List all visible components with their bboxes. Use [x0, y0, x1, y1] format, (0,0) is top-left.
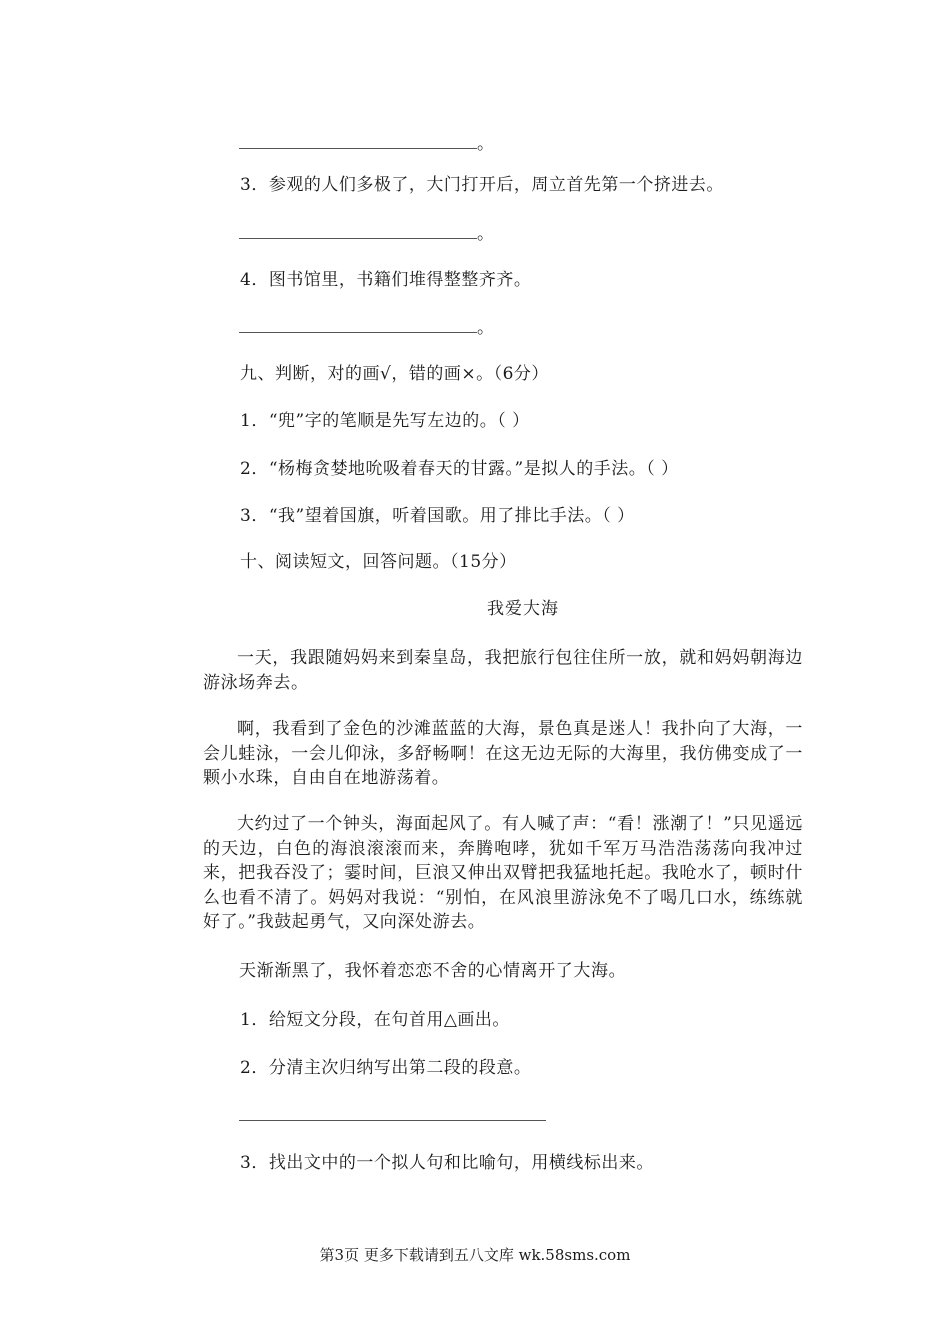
blank-period: 。 [477, 318, 494, 338]
passage-title: 我爱大海 [487, 599, 559, 619]
answer-blank-paragraph-meaning[interactable] [239, 1104, 546, 1128]
section-10-heading: 十、阅读短文，回答问题。（15分） [240, 552, 517, 572]
answer-blank-3[interactable] [239, 316, 494, 340]
passage-paragraph-4: 天渐渐黑了，我怀着恋恋不舍的心情离开了大海。 [239, 961, 627, 981]
question-9-2: 2．“杨梅贪婪地吮吸着春天的甘露。”是拟人的手法。（ ） [240, 459, 679, 479]
blank-period: 。 [477, 134, 494, 154]
answer-blank-1[interactable] [239, 132, 494, 156]
blank-rule [239, 222, 477, 239]
blank-rule [239, 1104, 546, 1121]
question-10-2: 2．分清主次归纳写出第二段的段意。 [240, 1058, 532, 1078]
question-10-3: 3．找出文中的一个拟人句和比喻句，用横线标出来。 [240, 1153, 654, 1173]
passage-paragraph-2: 啊，我看到了金色的沙滩蓝蓝的大海，景色真是迷人！我扑向了大海，一会儿蛙泳，一会儿仰泳，多舒畅啊！在这无边无际的大海里，我仿佛变成了一颗小水珠，自由自在地游荡着。 [203, 719, 803, 788]
passage-paragraph-1: 一天，我跟随妈妈来到秦皇岛，我把旅行包往住所一放，就和妈妈朝海边游泳场奔去。 [203, 648, 803, 693]
blank-rule [239, 132, 477, 149]
section-9-heading: 九、判断，对的画√，错的画×。（6分） [240, 364, 549, 384]
blank-rule [239, 316, 477, 333]
blank-period: 。 [477, 224, 494, 244]
answer-blank-2[interactable] [239, 222, 494, 246]
question-9-1: 1．“兜”字的笔顺是先写左边的。（ ） [240, 411, 530, 431]
question-8-4: 4．图书馆里，书籍们堆得整整齐齐。 [240, 270, 532, 290]
page-footer: 第3页 更多下载请到五八文库 wk.58sms.com [319, 1246, 631, 1264]
passage-paragraph-3: 大约过了一个钟头，海面起风了。有人喊了声：“看！涨潮了！”只见遥远的天边，白色的海浪滚滚而来，奔腾咆哮，犹如千军万马浩浩荡荡向我冲过来，把我吞没了；霎时间，巨浪又伸出双臂把我猛地托起。我呛水了，顿时什么也看不清了。妈妈对我说：“别怕，在风浪里游泳免不了喝几口水，练练就好了。”我鼓起勇气，又向深处游去。 [203, 814, 803, 932]
question-9-3: 3．“我”望着国旗，听着国歌。用了排比手法。（ ） [240, 506, 635, 526]
question-8-3: 3．参观的人们多极了，大门打开后，周立首先第一个挤进去。 [240, 175, 724, 195]
question-10-1: 1．给短文分段，在句首用△画出。 [240, 1010, 510, 1030]
